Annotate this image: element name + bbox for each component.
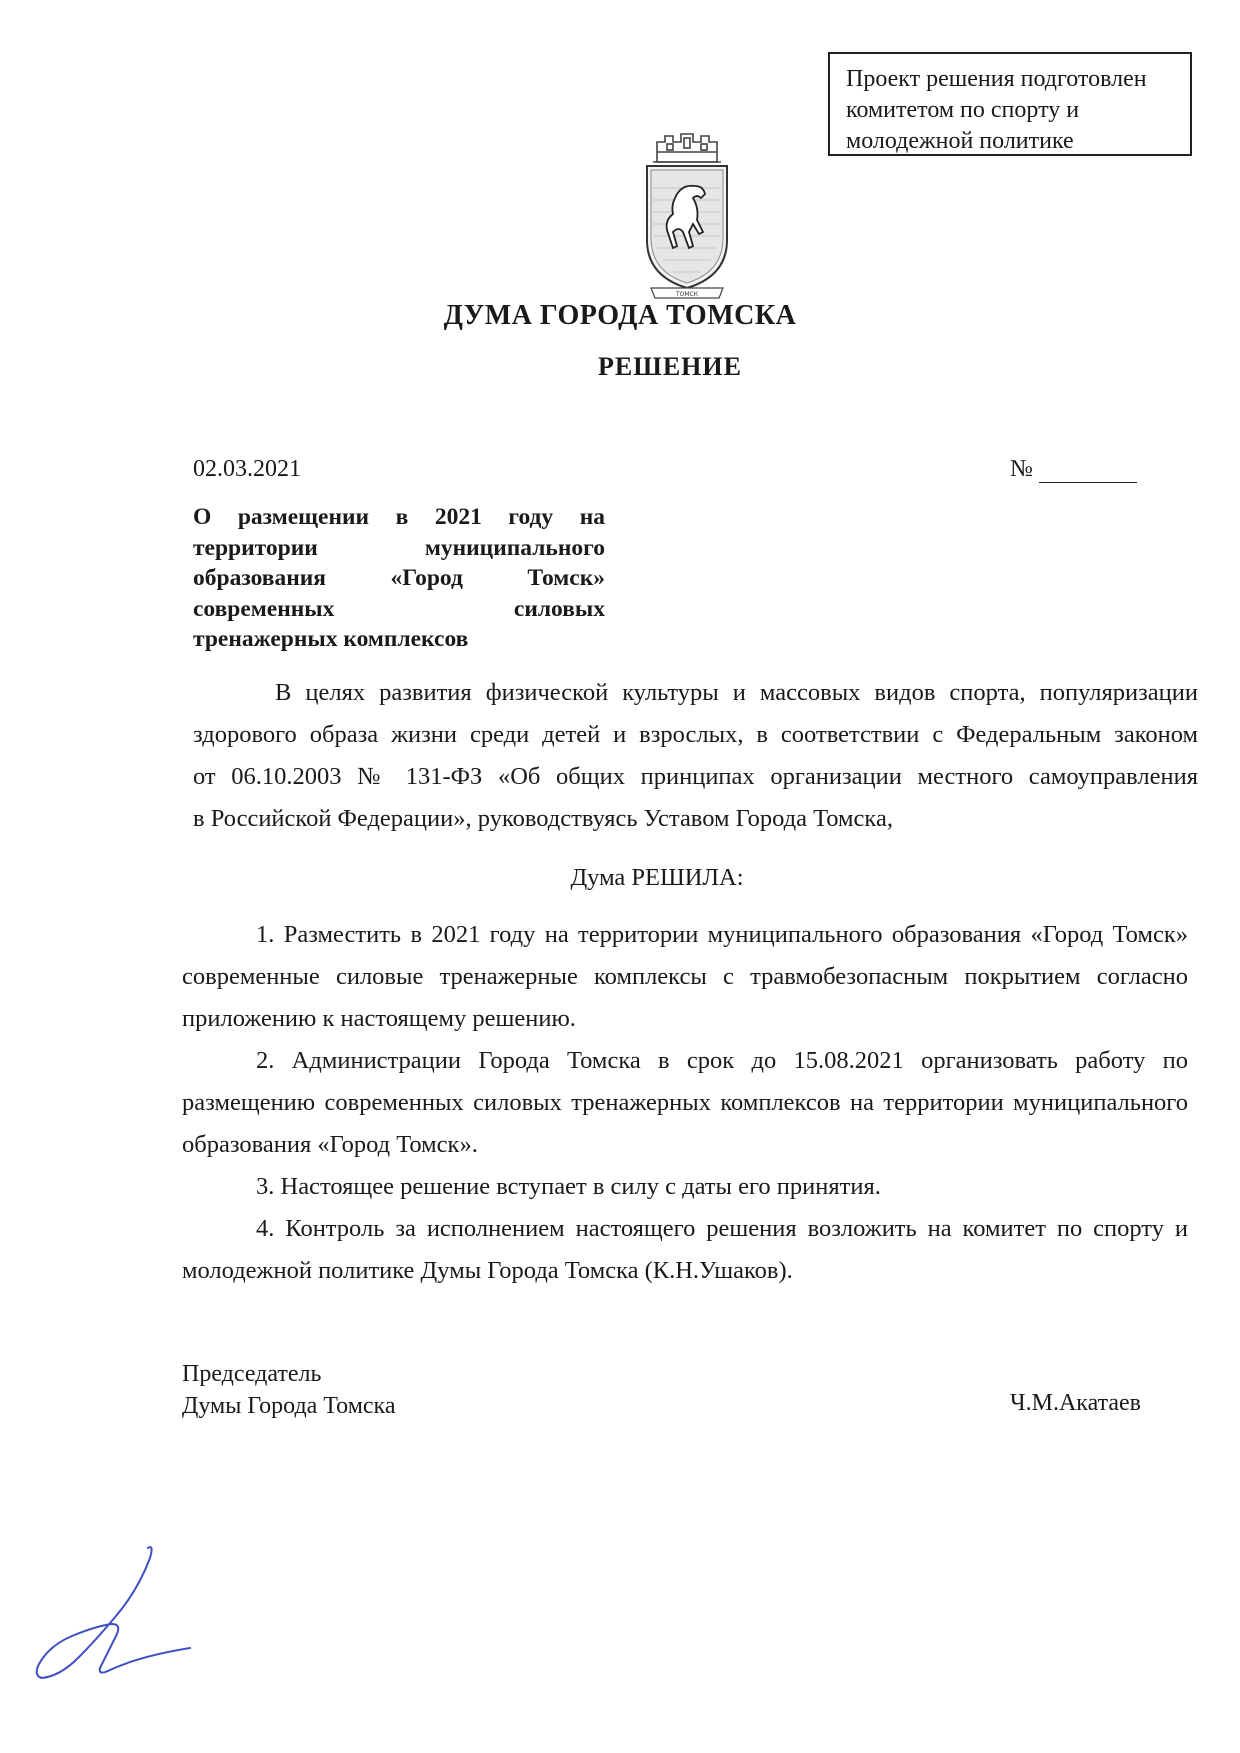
subject-line: О размещении в 2021 году на bbox=[193, 504, 605, 530]
item-line: размещению современных силовых тренажерных комплексов на территории муниципального bbox=[182, 1089, 1188, 1116]
item-line: приложению к настоящему решению. bbox=[182, 1005, 576, 1032]
organization-title: ДУМА ГОРОДА ТОМСКА bbox=[443, 300, 797, 331]
preamble-line: в Российской Федерации», руководствуясь Уставом Города Томска, bbox=[193, 805, 893, 832]
number-blank-line bbox=[1039, 460, 1137, 483]
item-line: образования «Город Томск». bbox=[182, 1131, 478, 1158]
signatory-title-line: Думы Города Томска bbox=[182, 1393, 396, 1419]
prepared-by-box bbox=[828, 52, 1192, 156]
decided-heading: Дума РЕШИЛА: bbox=[570, 864, 744, 891]
number-label: № bbox=[1010, 456, 1033, 482]
tomsk-coat-of-arms-icon bbox=[637, 128, 737, 306]
subject-line: территории муниципального bbox=[193, 534, 605, 561]
document-date: 02.03.2021 bbox=[193, 456, 301, 482]
handwritten-signature bbox=[30, 1540, 200, 1690]
item-line: 1. Разместить в 2021 году на территории муниципального образования «Город Томск» bbox=[256, 921, 1188, 948]
preamble-line: от 06.10.2003 № 131-ФЗ «Об общих принципах организации местного самоуправления bbox=[193, 763, 1198, 790]
prepared-by-line: молодежной политике bbox=[846, 128, 1074, 154]
item-line: 3. Настоящее решение вступает в силу с даты его принятия. bbox=[256, 1173, 881, 1200]
signatory-name: Ч.М.Акатаев bbox=[1010, 1390, 1142, 1416]
signatory-title bbox=[182, 1358, 396, 1422]
subject-line: тренажерных комплексов bbox=[193, 626, 469, 652]
item-line: современные силовые тренажерные комплексы с травмобезопасным покрытием согласно bbox=[182, 963, 1188, 990]
decision-item bbox=[182, 1040, 1188, 1166]
subject-line: образования «Город Томск» bbox=[193, 565, 605, 591]
decision-item bbox=[182, 1166, 1188, 1208]
emblem-ribbon-text: ТОМСК bbox=[675, 291, 699, 298]
preamble-line: В целях развития физической культуры и массовых видов спорта, популяризации bbox=[275, 679, 1198, 706]
document-number bbox=[1010, 456, 1137, 483]
decision-subject bbox=[193, 502, 605, 655]
preamble-line: здорового образа жизни среди детей и взрослых, в соответствии с Федеральным законом bbox=[193, 721, 1198, 748]
decision-item bbox=[182, 1208, 1188, 1292]
prepared-by-line: Проект решения подготовлен bbox=[846, 66, 1147, 92]
subject-line: современных силовых bbox=[193, 595, 605, 622]
decision-items bbox=[182, 914, 1188, 1292]
preamble-paragraph bbox=[193, 672, 1198, 840]
decision-item bbox=[182, 914, 1188, 1040]
item-line: 4. Контроль за исполнением настоящего решения возложить на комитет по спорту и bbox=[256, 1215, 1188, 1242]
item-line: молодежной политике Думы Города Томска (К.Н.Ушаков). bbox=[182, 1257, 793, 1284]
item-line: 2. Администрации Города Томска в срок до 15.08.2021 организовать работу по bbox=[256, 1047, 1188, 1074]
prepared-by-line: комитетом по спорту и bbox=[846, 97, 1080, 123]
document-type: РЕШЕНИЕ bbox=[598, 352, 742, 381]
signatory-title-line: Председатель bbox=[182, 1361, 322, 1387]
